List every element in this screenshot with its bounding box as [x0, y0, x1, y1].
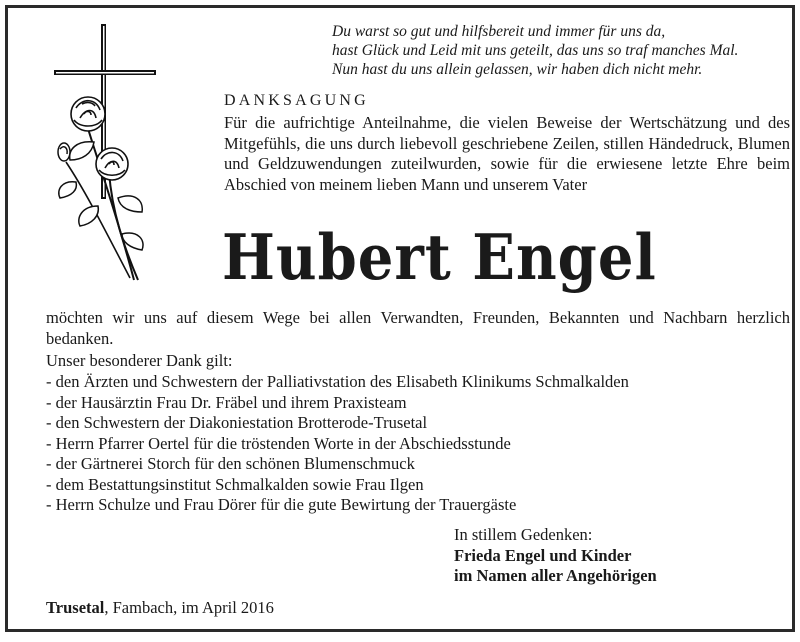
- place-date: [46, 598, 274, 618]
- list-item: - den Ärzten und Schwestern der Palliativstation des Elisabeth Klinikums Schmalkalden: [46, 372, 629, 391]
- list-item: - Herrn Schulze und Frau Dörer für die gute Bewirtung der Trauergäste: [46, 495, 517, 514]
- list-item: - der Gärtnerei Storch für den schönen Blumenschmuck: [46, 454, 415, 473]
- poem-line: hast Glück und Leid mit uns geteilt, das uns so traf manches Mal.: [332, 42, 739, 59]
- heading: DANKSAGUNG: [224, 92, 369, 109]
- cross-with-roses-icon: [46, 22, 166, 284]
- poem-line: Du warst so gut und hilfsbereit und immer für uns da,: [332, 23, 666, 40]
- list-item: - den Schwestern der Diakoniestation Brotterode-Trusetal: [46, 413, 428, 432]
- closing-line: In stillem Gedenken:: [454, 525, 593, 544]
- special-thanks-list: [46, 372, 629, 516]
- place-town: Trusetal: [46, 598, 105, 617]
- list-item: - der Hausärztin Frau Dr. Fräbel und ihrem Praxisteam: [46, 392, 407, 412]
- obituary-card: [5, 5, 795, 632]
- list-item: - dem Bestattungsinstitut Schmalkalden sowie Frau Ilgen: [46, 474, 424, 494]
- signatories-subline: im Namen aller Angehörigen: [454, 566, 657, 585]
- poem-line: Nun hast du uns allein gelassen, wir haben dich nicht mehr.: [332, 61, 703, 78]
- intro-text: Für die aufrichtige Anteilnahme, die vielen Beweise der Wertschätzung und des Mitgefühls, die uns durch liebevoll geschriebene Zeilen, stillen Händedruck, Blumen und Geldzuwendungen zuteilwurden, sowie für die erwiesene letzte Ehre beim Abschied von meinem lieben Mann und unserem Vater: [224, 113, 790, 194]
- signatories: Frieda Engel und Kinder: [454, 545, 632, 565]
- poem: [332, 22, 738, 79]
- list-item: - Herrn Pfarrer Oertel für die tröstenden Worte in der Abschiedsstunde: [46, 433, 511, 453]
- thanks-text: möchten wir uns auf diesem Wege bei allen Verwandten, Freunden, Bekannten und Nachbarn herzlich bedanken.: [46, 308, 790, 348]
- place-rest: , Fambach, im April 2016: [104, 598, 274, 617]
- special-thanks-heading: Unser besonderer Dank gilt:: [46, 351, 233, 370]
- deceased-name: Hubert Engel: [222, 220, 657, 295]
- closing-signature: [454, 525, 657, 587]
